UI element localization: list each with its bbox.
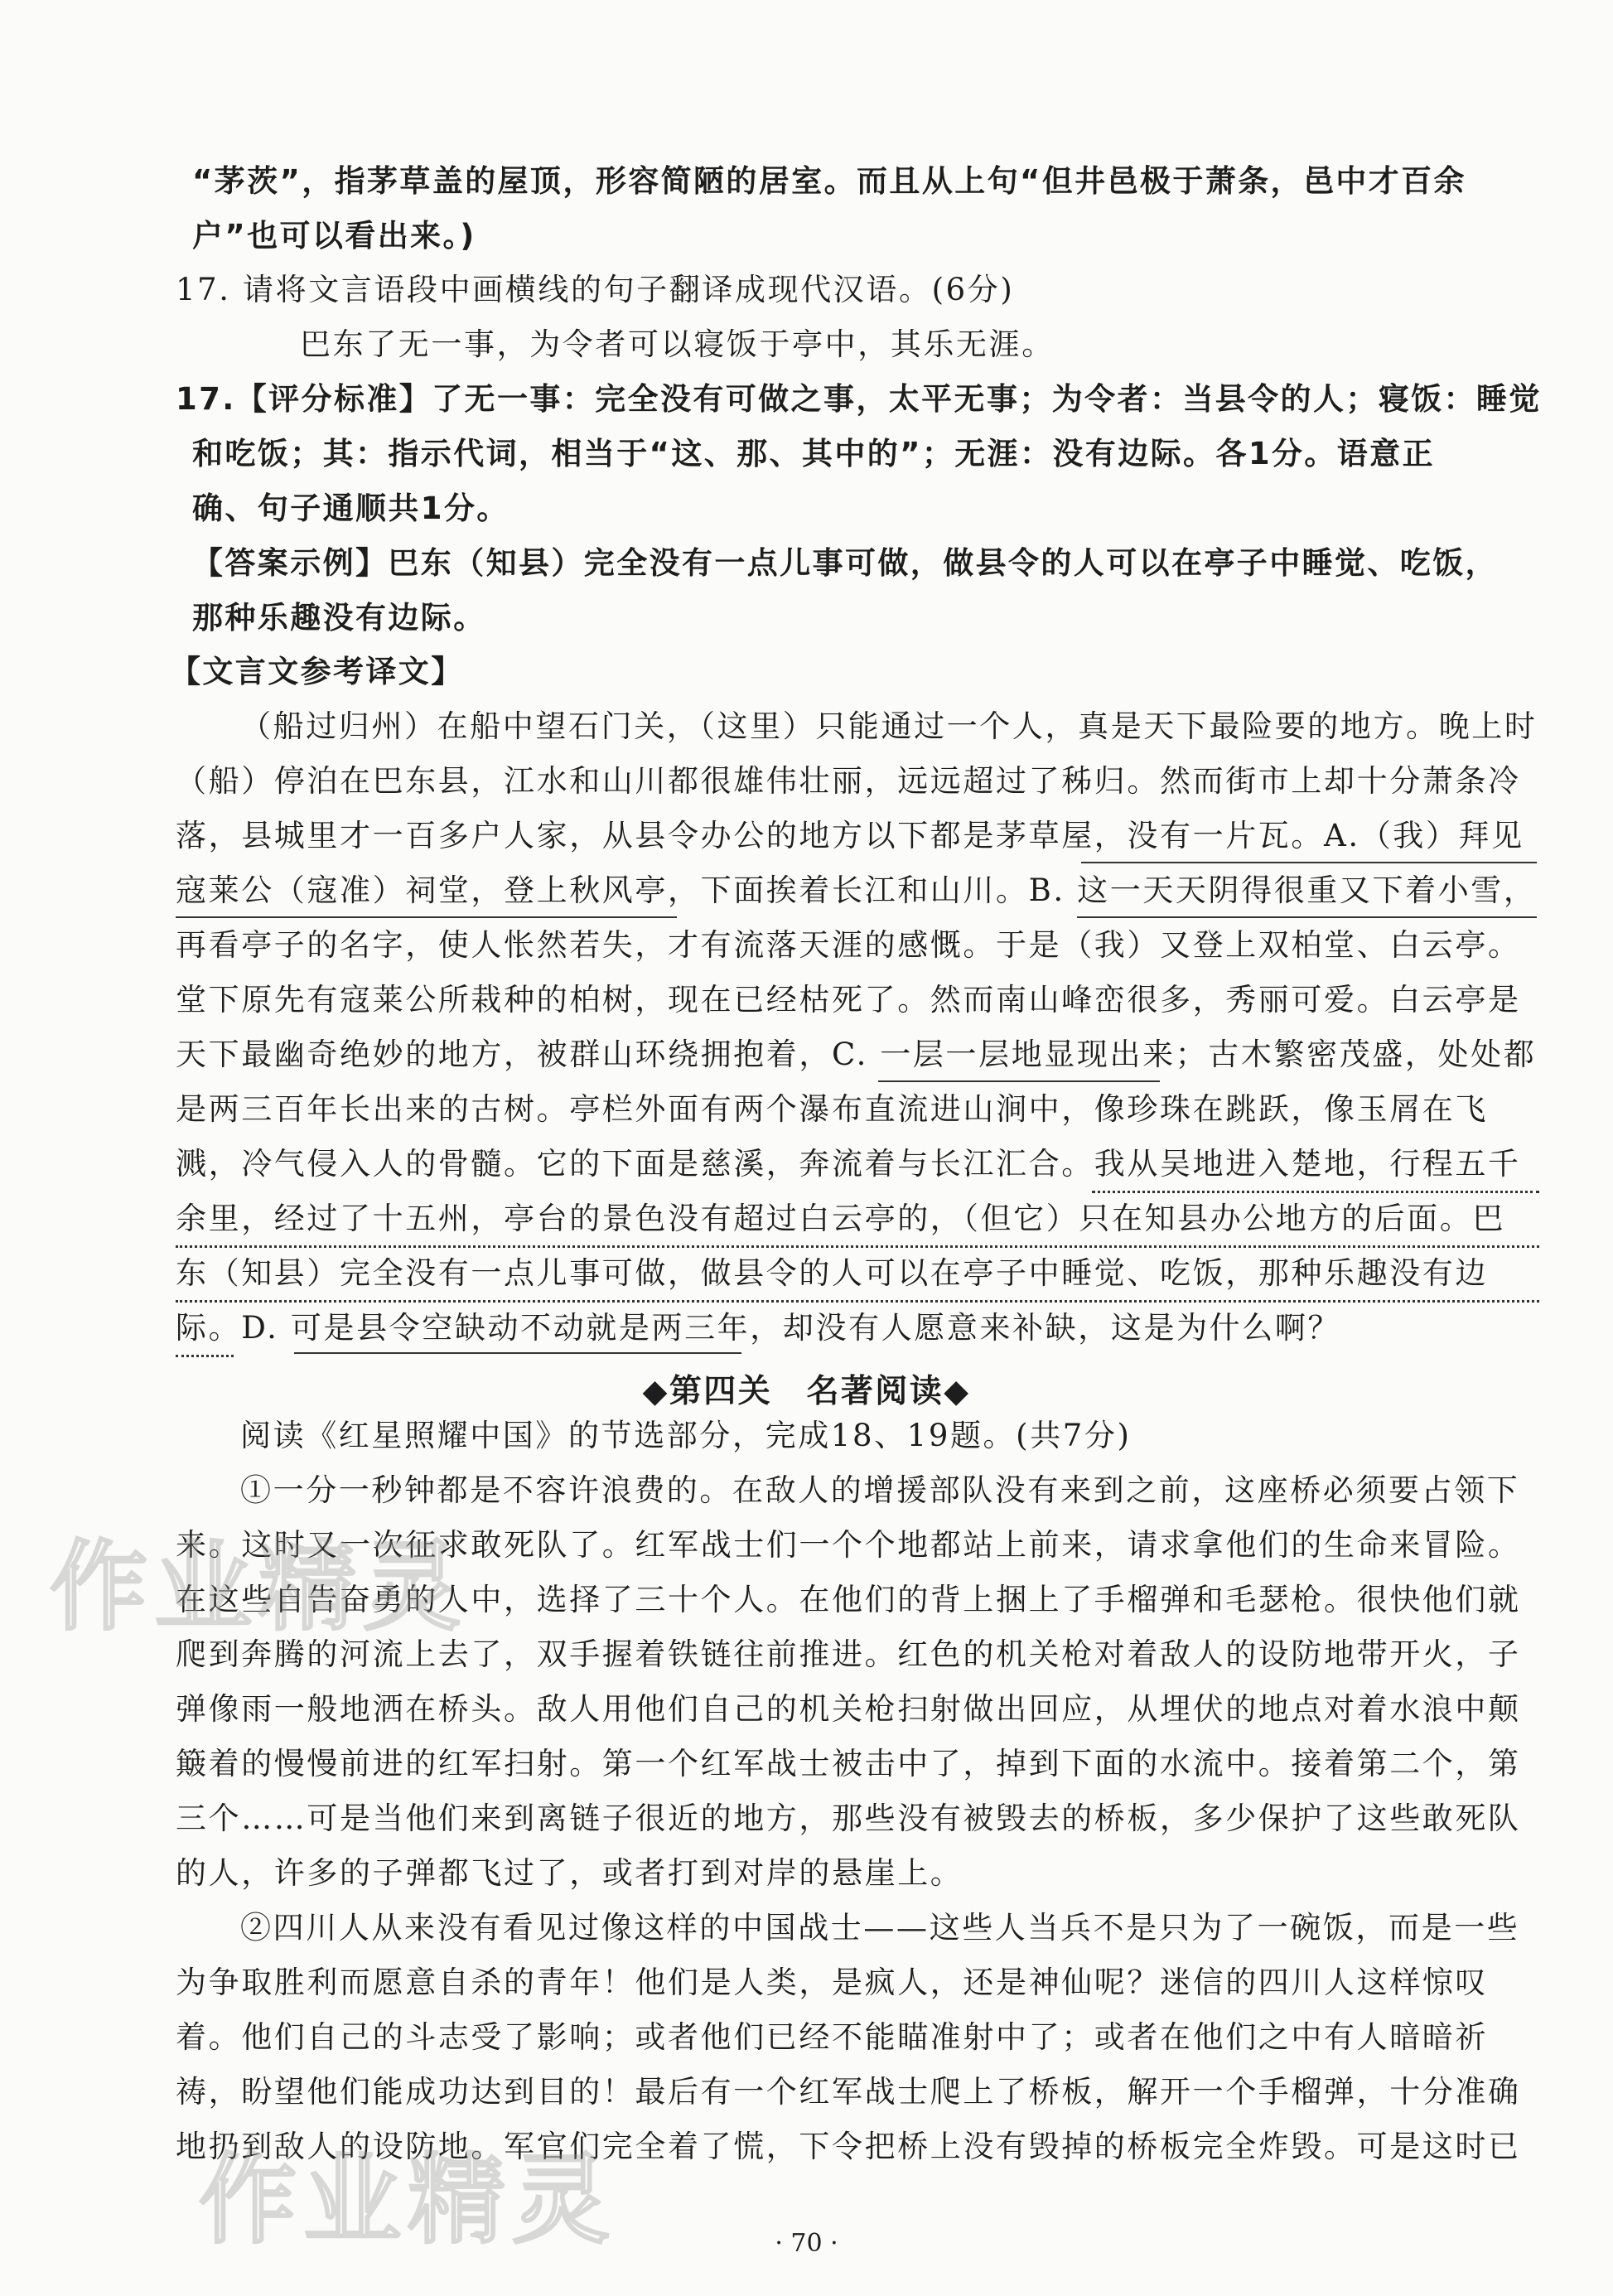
translation-line: 寇莱公（寇准）祠堂，登上秋风亭，下面挨着长江和山川。B. 这一天天阴得很重又下着小雪，: [176, 872, 1537, 908]
passage-line: 祷，盼望他们能成功达到目的！最后有一个红军战士爬上了桥板，解开一个手榴弹，十分准确: [176, 2074, 1521, 2110]
answer-example: 【答案示例】巴东（知县）完全没有一点儿事可做，做县令的人可以在亭子中睡觉、吃饭，: [192, 545, 1498, 581]
watermark: 作业精灵: [50, 1530, 468, 1644]
passage-line: 弹像雨一般地洒在桥头。敌人用他们自己的机关枪扫射做出回应，从埋伏的地点对着水浪中颠: [176, 1691, 1521, 1727]
passage-line: 来。这时又一次征求敢死队了。红军战士们一个个地都站上前来，请求拿他们的生命来冒险。: [176, 1527, 1521, 1563]
translation-line: 再看亭子的名字，使人怅然若失，才有流落天涯的感慨。于是（我）又登上双柏堂、白云亭。: [176, 927, 1521, 963]
passage-line: 簸着的慢慢前进的红军扫射。第一个红军战士被击中了，掉到下面的水流中。接着第二个，第: [176, 1746, 1521, 1781]
translation-line: 天下最幽奇绝妙的地方，被群山环绕拥抱着，C. 一层一层地显现出来；古木繁密茂盛，处处都: [176, 1037, 1537, 1072]
passage-line: 为争取胜利而愿意自杀的青年！他们是人类，是疯人，还是神仙呢？迷信的四川人这样惊叹: [176, 1965, 1488, 2000]
page-number: · 70 ·: [775, 2229, 838, 2258]
scoring-standard: 17.【评分标准】了无一事：完全没有可做之事，太平无事；为令者：当县令的人；寝饭：睡觉: [176, 381, 1542, 417]
passage-line: 的人，许多的子弹都飞过了，或者打到对岸的悬崖上。: [176, 1855, 963, 1891]
wavy-underline-mark: [176, 1298, 1539, 1303]
translation-line: 堂下原先有寇莱公所栽种的柏树，现在已经枯死了。然而南山峰峦很多，秀丽可爱。白云亭是: [176, 982, 1521, 1017]
translation-line: 东（知县）完全没有一点儿事可做，做县令的人可以在亭子中睡觉、吃饭，那种乐趣没有边: [176, 1255, 1488, 1291]
reading-instruction: 阅读《红星照耀中国》的节选部分，完成18、19题。(共7分): [240, 1418, 1132, 1453]
wavy-underline-mark: [1092, 1188, 1539, 1193]
underline-mark: [1077, 916, 1537, 918]
text-line: “茅茨”，指茅草盖的屋顶，形容简陋的居室。而且从上句“但井邑极于萧条，邑中才百余: [192, 163, 1466, 199]
underline-mark: [294, 1352, 741, 1354]
passage-line: 三个……可是当他们来到离链子很近的地方，那些没有被毁去的桥板，多少保护了这些敢死队: [176, 1801, 1521, 1836]
underline-mark: [176, 916, 677, 918]
watermark: 作业精灵: [199, 2143, 617, 2257]
passage-line: ②四川人从来没有看见过像这样的中国战士——这些人当兵不是只为了一碗饭，而是一些: [240, 1910, 1520, 1946]
passage-line: ①一分一秒钟都是不容许浪费的。在敌人的增援部队没有来到之前，这座桥必须要占领下: [240, 1472, 1520, 1508]
passage-line: 地扔到敌人的设防地。军官们完全着了慌，下令把桥上没有毁掉的桥板完全炸毁。可是这时已: [176, 2129, 1521, 2164]
translation-line: 余里，经过了十五州，亭台的景色没有超过白云亭的，（但它）只在知县办公地方的后面。巴: [176, 1201, 1506, 1236]
translation-line: 落，县城里才一百多户人家，从县令办公的地方以下都是茅草屋，没有一片瓦。A.（我）拜见: [176, 818, 1524, 853]
underline-mark: [878, 1080, 1160, 1082]
text-line: 那种乐趣没有边际。: [192, 600, 486, 636]
translation-line: 际。D. 可是县令空缺动不动就是两三年，却没有人愿意来补缺，这是为什么啊？: [176, 1310, 1341, 1346]
text-line: 确、句子通顺共1分。: [192, 491, 509, 526]
passage-line: 爬到奔腾的河流上去了，双手握着铁链往前推进。红色的机关枪对着敌人的设防地带开火，子: [176, 1636, 1521, 1672]
question-17-sentence: 巴东了无一事，为令者可以寝饭于亭中，其乐无涯。: [300, 326, 1055, 362]
passage-line: 着。他们自己的斗志受了影响；或者他们已经不能瞄准射中了；或者在他们之中有人暗暗祈: [176, 2019, 1488, 2055]
text-line: 和吃饭；其：指示代词，相当于“这、那、其中的”；无涯：没有边际。各1分。语意正: [192, 436, 1435, 471]
underline-mark: [1081, 862, 1537, 863]
translation-heading: 【文言文参考译文】: [170, 654, 464, 689]
text-line: 户”也可以看出来。): [192, 218, 476, 254]
translation-line: （船）停泊在巴东县，江水和山川都很雄伟壮丽，远远超过了秭归。然而街市上却十分萧条冷: [176, 763, 1521, 799]
translation-line: （船过归州）在船中望石门关，（这里）只能通过一个人，真是天下最险要的地方。晚上时: [240, 708, 1538, 744]
translation-line: 溅，冷气侵入人的骨髓。它的下面是慈溪，奔流着与长江汇合。我从吴地进入楚地，行程五千: [176, 1146, 1521, 1182]
question-17: 17. 请将文言语段中画横线的句子翻译成现代汉语。(6分): [176, 272, 1015, 307]
passage-line: 在这些自告奋勇的人中，选择了三十个人。在他们的背上捆上了手榴弹和毛瑟枪。很快他们就: [176, 1582, 1521, 1617]
wavy-underline-mark: [176, 1243, 1539, 1248]
wavy-underline-mark: [176, 1352, 234, 1357]
translation-line: 是两三百年长出来的古树。亭栏外面有两个瀑布直流进山涧中，像珍珠在跳跃，像玉屑在飞: [176, 1091, 1488, 1127]
section-header: ◆第四关 名著阅读◆: [642, 1373, 971, 1410]
